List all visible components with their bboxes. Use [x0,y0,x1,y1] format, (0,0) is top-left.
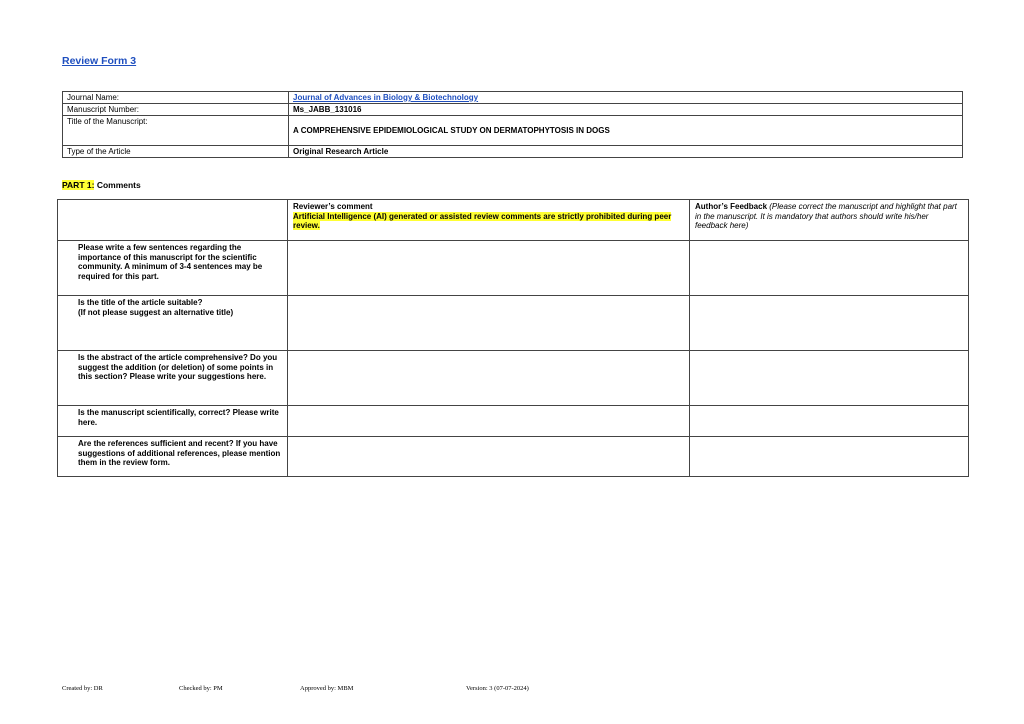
manuscript-info-table [62,91,963,158]
reviewer-comment-cell[interactable] [288,296,690,351]
question-row [58,296,969,351]
article-type-value: Original Research Article [289,146,963,158]
part1-heading [62,180,141,190]
question-row [58,437,969,477]
journal-label: Journal Name: [63,92,289,104]
question-row [58,406,969,437]
reviewer-comment-header [288,200,690,241]
manuscript-number-row [63,104,963,116]
footer-version: Version: 3 (07-07-2024) [466,685,529,692]
reviewer-comment-cell[interactable] [288,437,690,477]
question-importance: Please write a few sentences regarding the importance of this manuscript for the scientific community. A minimum of 3-4 sentences may be required for this part. [58,241,288,296]
manuscript-title-value: A COMPREHENSIVE EPIDEMIOLOGICAL STUDY ON DERMATOPHYTOSIS IN DOGS [289,116,963,146]
manuscript-number-value: Ms_JABB_131016 [289,104,963,116]
footer-checked-by: Checked by: PM [179,685,223,692]
question-row [58,351,969,406]
comments-table [57,199,969,477]
manuscript-number-label: Manuscript Number: [63,104,289,116]
question-abstract: Is the abstract of the article comprehensive? Do you suggest the addition (or deletion) of some points in this section? Please write your suggestions here. [58,351,288,406]
author-feedback-cell[interactable] [690,437,969,477]
manuscript-title-label: Title of the Manuscript: [63,116,289,146]
reviewer-comment-title: Reviewer’s comment [293,202,373,211]
part1-title: Comments [96,180,141,190]
journal-link[interactable]: Journal of Advances in Biology & Biotechnology [293,93,479,102]
header-empty-cell [58,200,288,241]
author-feedback-instructions: (Please correct the manuscript and highlight that part in the manuscript. It is mandatory that authors should write his/her feedback here) [695,202,957,231]
ai-notice: Artificial Intelligence (AI) generated or assisted review comments are strictly prohibited during peer review. [293,211,672,231]
author-feedback-cell[interactable] [690,351,969,406]
reviewer-comment-cell[interactable] [288,406,690,437]
form-title: Review Form 3 [62,55,137,67]
question-references: Are the references sufficient and recent? If you have suggestions of additional references, please mention them in the review form. [58,437,288,477]
footer-created-by: Created by: DR [62,685,103,692]
author-feedback-cell[interactable] [690,296,969,351]
author-feedback-cell[interactable] [690,406,969,437]
reviewer-comment-cell[interactable] [288,241,690,296]
article-type-row [63,146,963,158]
author-feedback-cell[interactable] [690,241,969,296]
part1-label: PART 1: [62,180,95,190]
journal-value [289,92,963,104]
footer-approved-by: Approved by: MBM [300,685,354,692]
comments-header-row [58,200,969,241]
manuscript-title-row [63,116,963,146]
question-scientific: Is the manuscript scientifically, correct? Please write here. [58,406,288,437]
reviewer-comment-cell[interactable] [288,351,690,406]
question-title-suitable: Is the title of the article suitable? (If not please suggest an alternative title) [58,296,288,351]
journal-row [63,92,963,104]
question-row [58,241,969,296]
author-feedback-title: Author’s Feedback [695,202,768,211]
article-type-label: Type of the Article [63,146,289,158]
author-feedback-header [690,200,969,241]
